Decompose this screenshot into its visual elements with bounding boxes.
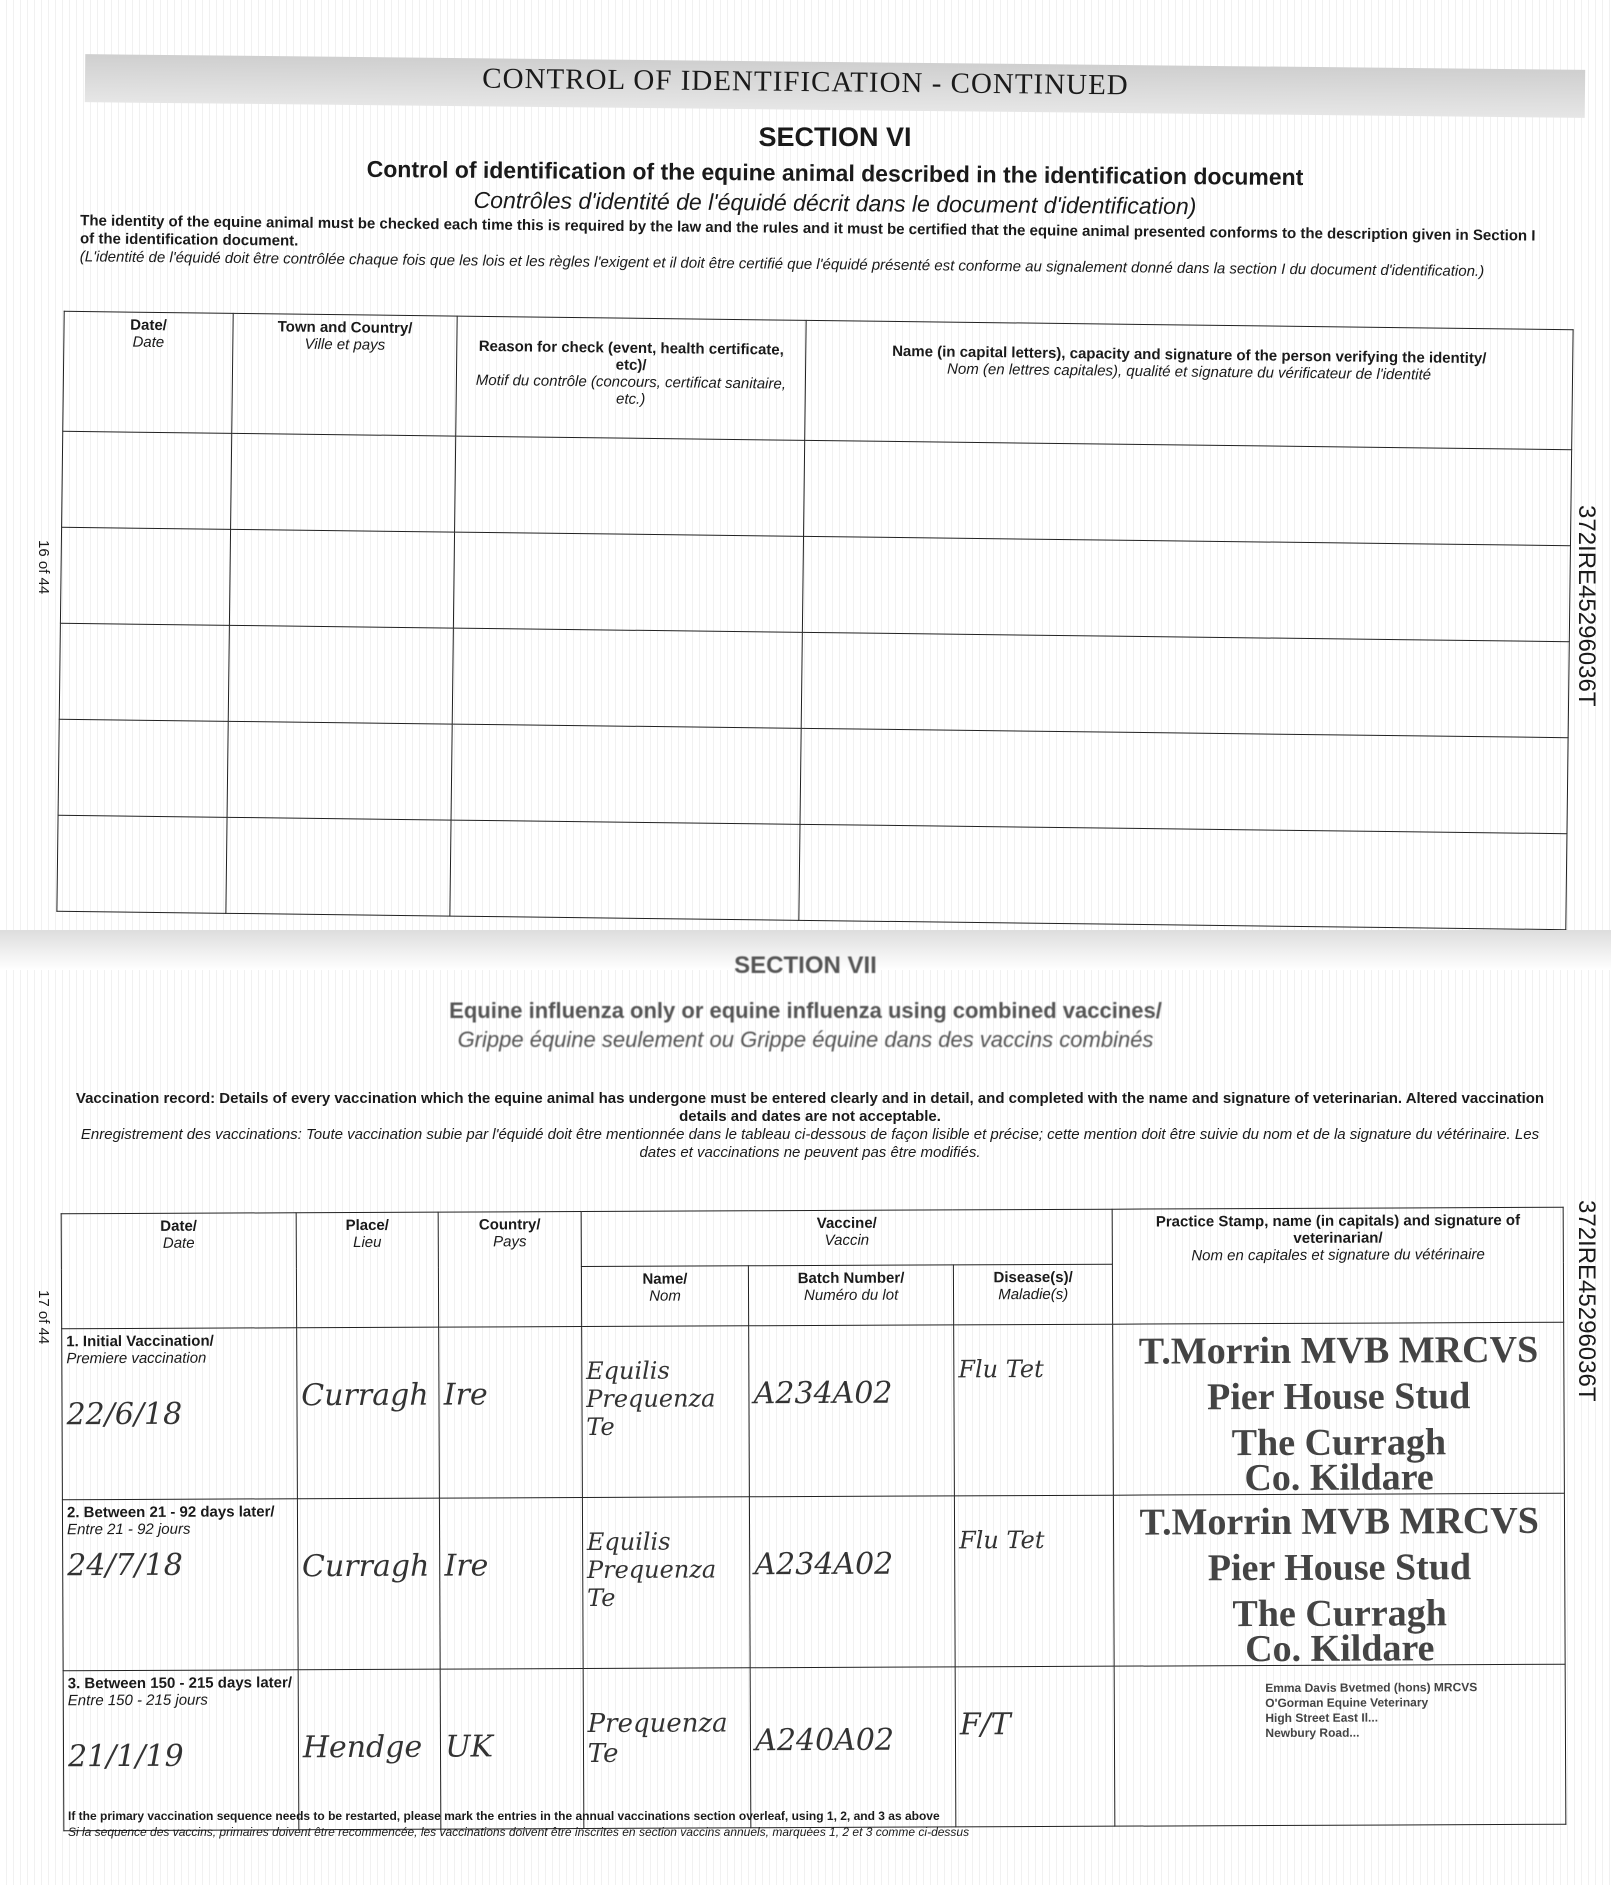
col-verifier bbox=[805, 320, 1573, 449]
page-title: CONTROL OF IDENTIFICATION - CONTINUED bbox=[482, 62, 1129, 102]
text: Co. Kildare bbox=[1245, 1627, 1435, 1671]
disease-value: Flu Tet bbox=[954, 1495, 1114, 1667]
text: 3. Between 150 - 215 days later/ bbox=[67, 1674, 293, 1693]
text: O'Gorman Equine Veterinary bbox=[1265, 1695, 1429, 1711]
intro-fr: Enregistrement des vaccinations: Toute vaccination subie par l'équidé doit être mentionnée dans le tableau ci-dessous de façon lisible et précise; cette mention doit être suivie du nom et de la signature du vétérinaire. Les dates et vaccinations ne peuvent pas être modifiés. bbox=[80, 1126, 1540, 1161]
text: Place/ bbox=[345, 1216, 389, 1235]
vaccination-table bbox=[61, 1207, 1567, 1832]
text: Entre 150 - 215 jours bbox=[67, 1691, 208, 1710]
text: Name/ bbox=[642, 1270, 688, 1288]
table-row[interactable] bbox=[62, 1322, 1565, 1500]
table-cell bbox=[802, 536, 1570, 641]
vaccine-name-value: Equilis Prequenza Te bbox=[581, 1326, 749, 1498]
table-cell bbox=[453, 532, 803, 632]
text: Date/ bbox=[130, 316, 168, 335]
text: Nom bbox=[649, 1287, 681, 1305]
text: Pays bbox=[493, 1233, 527, 1251]
place-value: Curragh bbox=[297, 1498, 440, 1670]
table-cell bbox=[804, 440, 1572, 545]
vaccine-name-value: Prequenza Te bbox=[583, 1668, 751, 1829]
text: Entre 21 - 92 jours bbox=[67, 1520, 191, 1539]
batch-value: A234A02 bbox=[749, 1325, 954, 1497]
table-row[interactable] bbox=[59, 623, 1569, 737]
text: Batch Number/ bbox=[797, 1269, 905, 1288]
text: T.Morrin MVB MRCVS bbox=[1138, 1328, 1539, 1373]
text: Ville et pays bbox=[304, 335, 386, 354]
intro-en: The identity of the equine animal must be checked each time this is required by the law and the rules and it must be certified that the equine animal presented conforms to the description given in Section I of the identification document. bbox=[79, 212, 1536, 250]
col-town bbox=[232, 313, 457, 436]
col-date bbox=[61, 1213, 296, 1329]
col-place bbox=[296, 1212, 439, 1328]
table-cell bbox=[800, 728, 1568, 833]
table-cell bbox=[231, 433, 456, 532]
vet-stamp bbox=[1114, 1493, 1565, 1671]
text: Town and Country/ bbox=[277, 318, 413, 338]
table-cell bbox=[227, 721, 452, 820]
text bbox=[61, 1207, 1566, 1831]
text: Nom en capitales et signature du vétérinaire bbox=[1191, 1246, 1485, 1265]
batch-value: A234A02 bbox=[750, 1496, 955, 1668]
table-cell bbox=[799, 824, 1567, 929]
table-cell bbox=[228, 625, 453, 724]
date-value: 21/1/19 bbox=[67, 1738, 184, 1775]
text: Date/ bbox=[160, 1217, 197, 1235]
text: Emma Davis Bvetmed (hons) MRCVS bbox=[1265, 1680, 1478, 1696]
place-value: Hendge bbox=[298, 1669, 441, 1830]
page-number-16: 16 of 44 bbox=[35, 540, 52, 595]
text: T.Morrin MVB MRCVS bbox=[1139, 1499, 1539, 1544]
table-row bbox=[61, 1207, 1563, 1269]
footer-fr: Si la sequence des vaccins, primaires doivent être recommencée, les vaccinations doivent être inscrites en section vaccins annuels, marquées 1, 2 et 3 comme ci-dessus bbox=[68, 1825, 970, 1839]
col-reason bbox=[456, 316, 806, 440]
passport-id-top: 372IRE45296036T bbox=[1573, 505, 1600, 707]
table-row[interactable] bbox=[62, 1493, 1565, 1671]
section-vii-intro bbox=[70, 1090, 1550, 1162]
section-vi-title: Control of identification of the equine animal described in the identification document bbox=[366, 155, 1304, 191]
text: The Curragh bbox=[1231, 1421, 1447, 1465]
col-date bbox=[63, 311, 233, 433]
table-row[interactable] bbox=[57, 815, 1567, 929]
table-cell bbox=[452, 628, 802, 728]
section-vi-label: SECTION VI bbox=[758, 122, 912, 152]
vaccine-name-value: Equilis Prequenza Te bbox=[582, 1497, 750, 1669]
col-vaccine-name bbox=[581, 1266, 749, 1327]
text: Vaccin bbox=[824, 1231, 870, 1249]
section-vii-label: SECTION VII bbox=[734, 952, 877, 979]
col-country bbox=[438, 1212, 581, 1328]
page-number-17: 17 of 44 bbox=[35, 1290, 52, 1345]
table-cell bbox=[801, 632, 1569, 737]
text: Maladie(s) bbox=[998, 1285, 1069, 1304]
text: Pier House Stud bbox=[1207, 1546, 1472, 1590]
table-row[interactable] bbox=[62, 431, 1572, 545]
section-vii-title-fr: Grippe équine seulement ou Grippe équine dans des vaccins combinés bbox=[457, 1027, 1154, 1052]
table-cell bbox=[451, 724, 801, 824]
text: Name (in capital letters), capacity and signature of the person verifying the identity/ bbox=[892, 342, 1487, 368]
table-cell bbox=[450, 820, 800, 920]
text: Disease(s)/ bbox=[993, 1268, 1073, 1287]
table-cell bbox=[58, 719, 228, 817]
text: High Street East Il... bbox=[1265, 1710, 1379, 1726]
identity-check-table bbox=[56, 311, 1573, 930]
text: Reason for check (event, health certificate, etc)/ bbox=[478, 337, 784, 374]
table-row[interactable] bbox=[58, 719, 1568, 833]
country-value: UK bbox=[440, 1669, 583, 1830]
text: Date bbox=[162, 1234, 195, 1252]
text: 2. Between 21 - 92 days later/ bbox=[66, 1503, 275, 1522]
date-value: 22/6/18 bbox=[66, 1396, 183, 1433]
date-value: 24/7/18 bbox=[67, 1547, 183, 1584]
text: Date bbox=[132, 333, 165, 352]
intro-fr: (L'identité de l'équidé doit être contrôlée chaque fois que les lois et les règles l'exigent et il doit être certifié que l'équidé présenté est conforme au signalement donné dans la section I du document d'identification.) bbox=[79, 248, 1485, 281]
table-cell bbox=[62, 1499, 298, 1671]
table-cell bbox=[455, 436, 805, 536]
disease-value: Flu Tet bbox=[954, 1324, 1114, 1496]
table-cell bbox=[62, 431, 232, 529]
text: Newbury Road... bbox=[1265, 1725, 1360, 1741]
col-disease bbox=[953, 1264, 1113, 1325]
table-cell bbox=[229, 529, 454, 628]
text: Motif du contrôle (concours, certificat sanitaire, etc.) bbox=[475, 371, 787, 408]
table-cell bbox=[62, 1328, 298, 1500]
section-vi-intro bbox=[80, 212, 1550, 281]
batch-value: A240A02 bbox=[750, 1667, 955, 1828]
vet-stamp bbox=[1115, 1664, 1566, 1826]
intro-en: Vaccination record: Details of every vaccination which the equine animal has undergone must be entered clearly and in detail, and completed with the name and signature of veterinarian. Altered vaccination details and dates are not acceptable. bbox=[75, 1090, 1545, 1125]
col-vaccine bbox=[581, 1209, 1113, 1266]
text: The Curragh bbox=[1232, 1592, 1447, 1636]
table-cell bbox=[57, 815, 227, 913]
table-row[interactable] bbox=[63, 1664, 1566, 1831]
table-row bbox=[63, 311, 1573, 449]
footer-note bbox=[68, 1808, 969, 1840]
col-vet bbox=[1113, 1207, 1564, 1324]
text: 1. Initial Vaccination/ bbox=[66, 1332, 214, 1351]
text: Lieu bbox=[353, 1233, 382, 1252]
passport-id-bottom: 372IRE45296036T bbox=[1573, 1200, 1600, 1402]
table-cell bbox=[59, 623, 229, 721]
section-vii-title: Equine influenza only or equine influenza using combined vaccines/ bbox=[449, 998, 1162, 1023]
text: Premiere vaccination bbox=[66, 1349, 207, 1368]
text: Numéro du lot bbox=[803, 1286, 899, 1305]
table-cell bbox=[63, 1670, 298, 1831]
col-batch bbox=[749, 1265, 954, 1326]
text: Vaccine/ bbox=[816, 1214, 877, 1232]
text: Co. Kildare bbox=[1244, 1456, 1434, 1500]
footer-en: If the primary vaccination sequence needs to be restarted, please mark the entries in the annual vaccinations section overleaf, using 1, 2, and 3 as above bbox=[68, 1809, 940, 1823]
table-cell bbox=[60, 527, 230, 625]
vet-stamp bbox=[1113, 1322, 1564, 1500]
text bbox=[57, 311, 1573, 929]
text: Pier House Stud bbox=[1206, 1375, 1471, 1419]
place-value: Curragh bbox=[296, 1327, 439, 1499]
country-value: Ire bbox=[439, 1327, 582, 1499]
country-value: Ire bbox=[440, 1498, 583, 1670]
text: Practice Stamp, name (in capitals) and signature of veterinarian/ bbox=[1155, 1211, 1521, 1247]
table-cell bbox=[226, 817, 451, 916]
disease-value: F/T bbox=[955, 1666, 1115, 1827]
table-row[interactable] bbox=[60, 527, 1570, 641]
text: Country/ bbox=[478, 1216, 541, 1234]
section-vi-title-fr: Contrôles d'identité de l'équidé décrit dans le document d'identification) bbox=[473, 186, 1197, 220]
text: Nom (en lettres capitales), qualité et signature du vérificateur de l'identité bbox=[946, 360, 1432, 384]
